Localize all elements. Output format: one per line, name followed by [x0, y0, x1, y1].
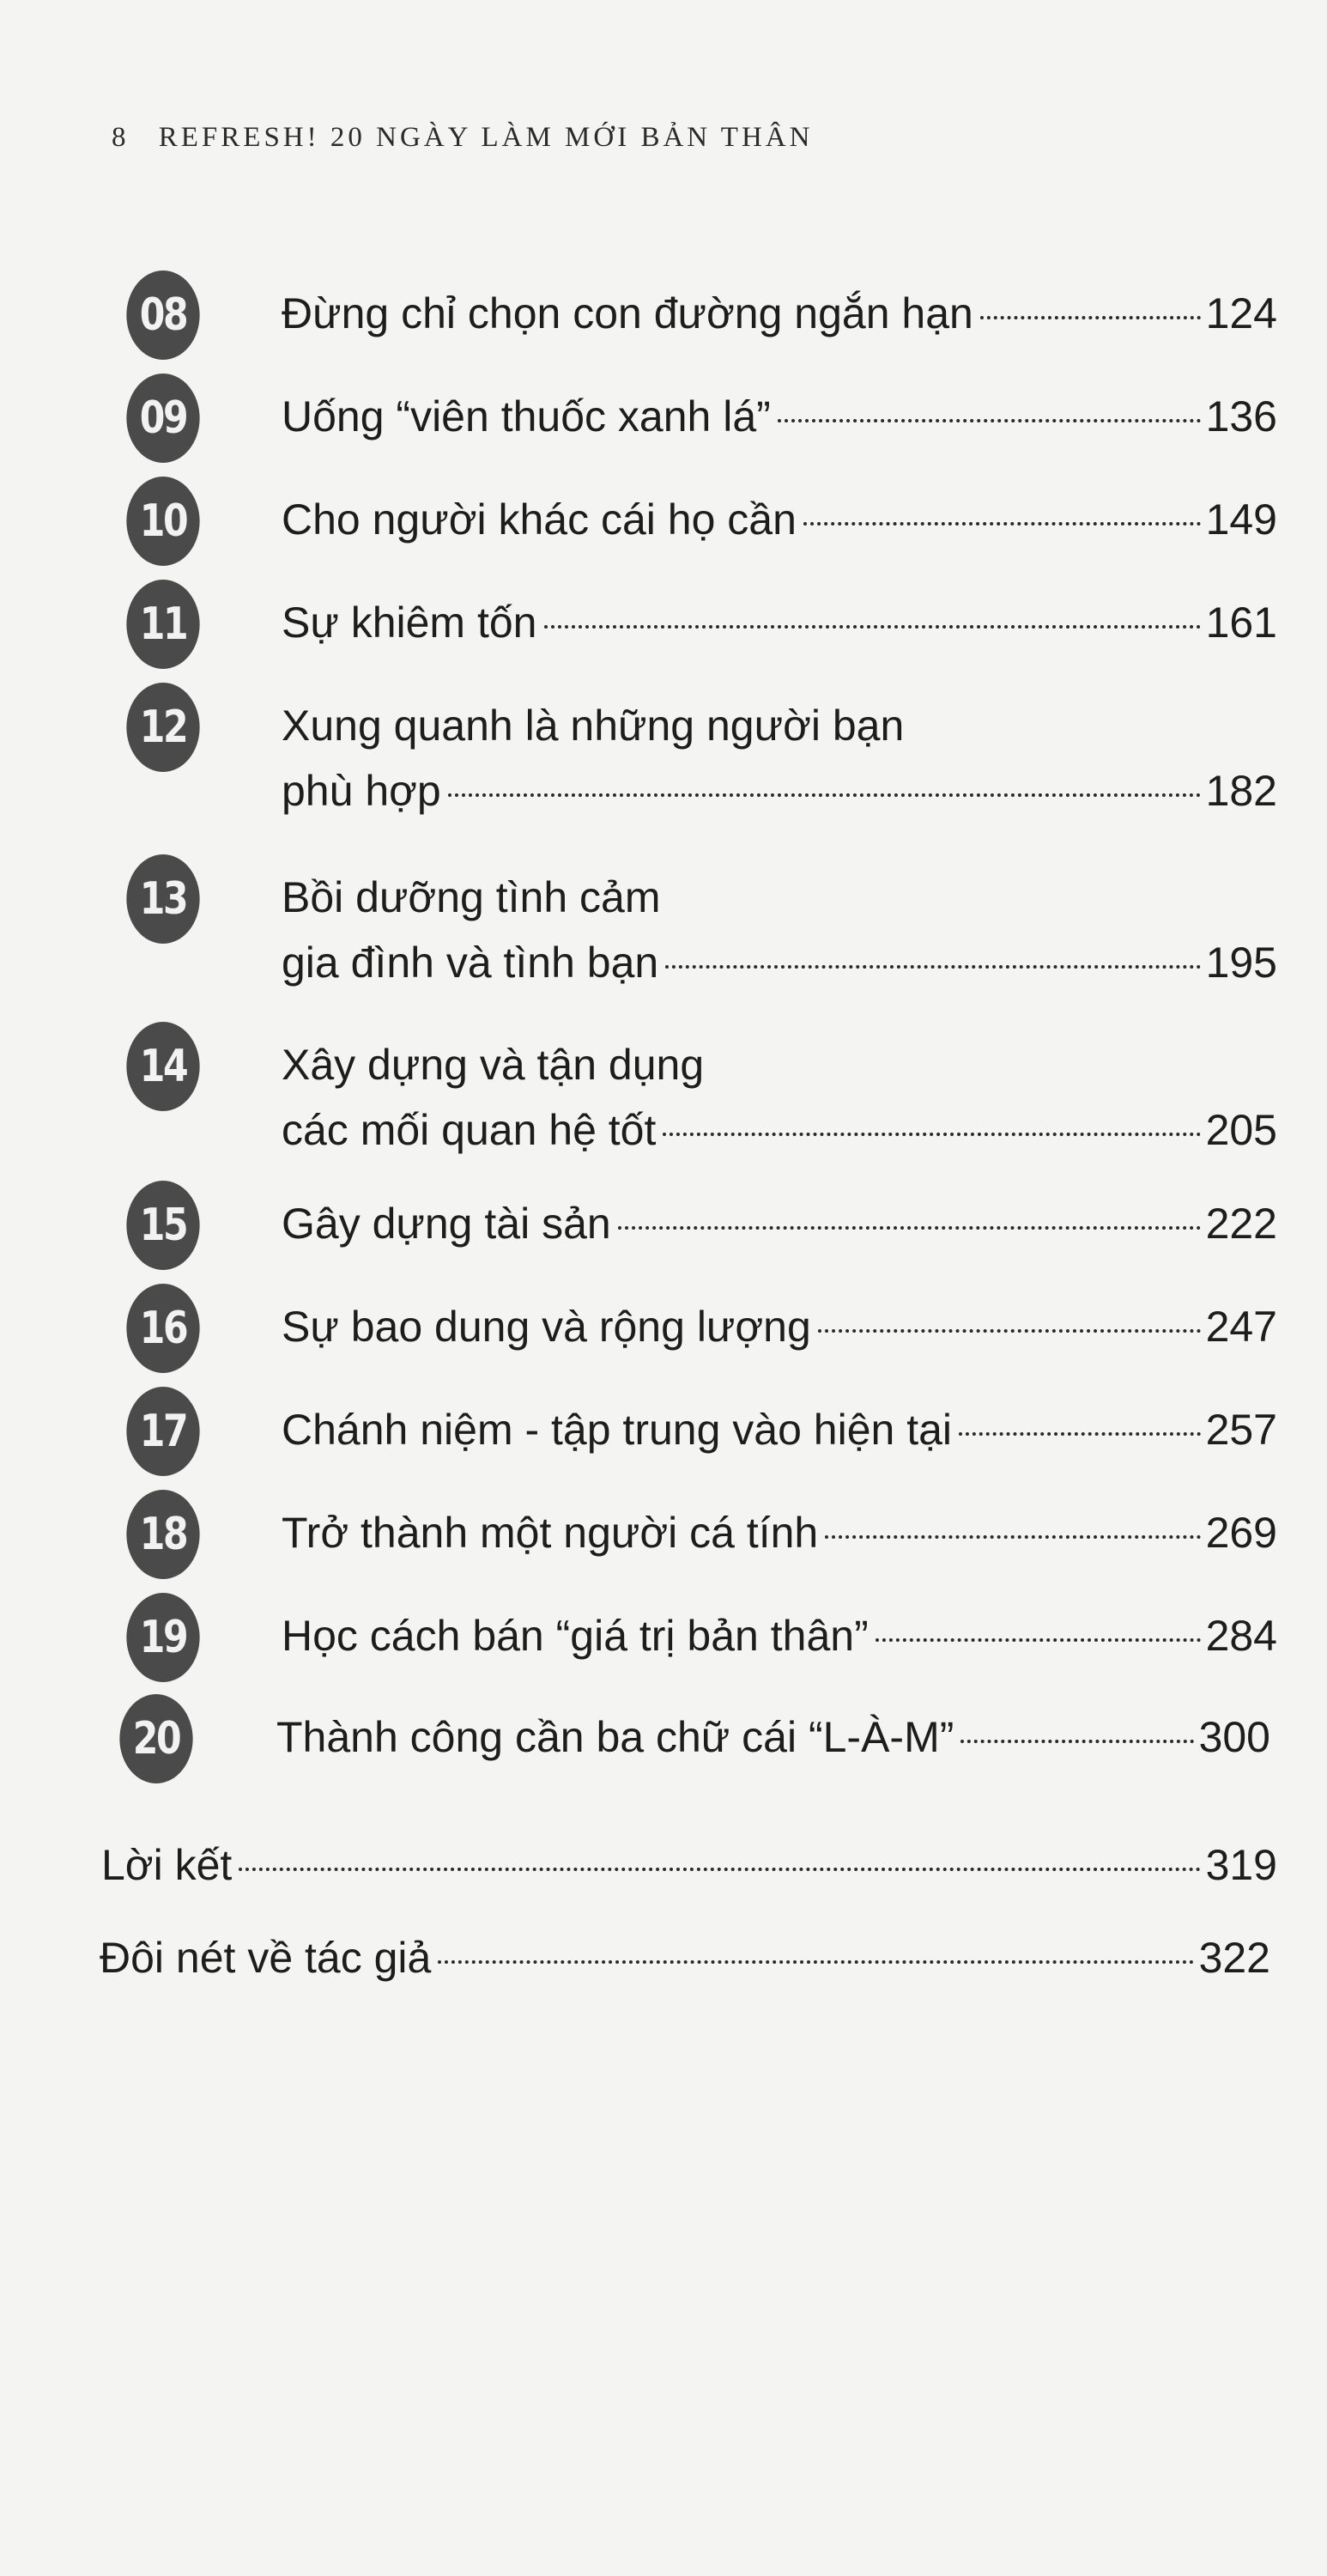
- entry-line: [282, 494, 1277, 545]
- chapter-number-badge: 12: [126, 683, 199, 772]
- page-number: 205: [1205, 1106, 1277, 1154]
- chapter-title: Sự khiêm tốn: [282, 598, 537, 647]
- dot-leader: [803, 522, 1201, 526]
- page-number: 195: [1205, 939, 1277, 987]
- entry-line: [276, 1711, 1270, 1763]
- chapter-title: Sự bao dung và rộng lượng: [282, 1303, 811, 1351]
- page-number: 222: [1205, 1200, 1277, 1248]
- entry-line: [282, 1610, 1277, 1662]
- chapter-title: Cho người khác cái họ cần: [282, 495, 797, 544]
- chapter-number-badge: 08: [126, 270, 199, 360]
- header-page-number: 8: [112, 122, 130, 153]
- dot-leader: [960, 1740, 1193, 1743]
- dot-leader: [959, 1432, 1201, 1436]
- page-number: 269: [1205, 1509, 1277, 1557]
- entry-line: [282, 288, 1277, 339]
- entry-line: [282, 937, 1277, 988]
- entry-line: [282, 597, 1277, 648]
- page-number: 319: [1205, 1841, 1277, 1889]
- dot-leader: [825, 1535, 1200, 1539]
- chapter-title: Chánh niệm - tập trung vào hiện tại: [282, 1406, 953, 1454]
- chapter-title: Trở thành một người cá tính: [282, 1509, 819, 1557]
- chapter-title: gia đình và tình bạn: [282, 939, 659, 987]
- chapter-title: Học cách bán “giá trị bản thân”: [282, 1612, 869, 1660]
- chapter-number-badge: 10: [126, 477, 199, 566]
- chapter-number-badge: 14: [126, 1022, 199, 1111]
- chapter-number-badge: 09: [126, 374, 199, 463]
- chapter-number-badge: 18: [126, 1490, 199, 1579]
- chapter-title-line-1: Bồi dưỡng tình cảm: [282, 873, 661, 921]
- dot-leader: [239, 1868, 1200, 1871]
- entry-line: [282, 391, 1277, 442]
- page-number: 149: [1205, 495, 1277, 544]
- entry-line: [282, 1404, 1277, 1455]
- dot-leader: [665, 965, 1200, 969]
- page-number: 322: [1198, 1934, 1270, 1982]
- page-number: 257: [1205, 1406, 1277, 1454]
- dot-leader: [663, 1133, 1200, 1136]
- dot-leader: [438, 1960, 1193, 1964]
- entry-line: [282, 765, 1277, 817]
- chapter-number-badge: 11: [126, 580, 199, 669]
- dot-leader: [818, 1329, 1201, 1333]
- page-number: 300: [1198, 1713, 1270, 1761]
- entry-line: [282, 1301, 1277, 1352]
- toc-entry-about-author[interactable]: [100, 1932, 1270, 1984]
- entry-title: Lời kết: [101, 1841, 233, 1889]
- page-number: 136: [1205, 392, 1277, 440]
- page-number: 161: [1205, 598, 1277, 647]
- chapter-number-badge: 19: [126, 1593, 199, 1682]
- dot-leader: [876, 1638, 1201, 1642]
- chapter-title: Gây dựng tài sản: [282, 1200, 611, 1248]
- dot-leader: [544, 625, 1201, 629]
- chapter-title-line-1: Xây dựng và tận dụng: [282, 1041, 705, 1089]
- page-number: 182: [1205, 767, 1277, 815]
- page-number: 284: [1205, 1612, 1277, 1660]
- header-book-title: REFRESH! 20 NGÀY LÀM MỚI BẢN THÂN: [158, 122, 814, 153]
- chapter-title: phù hợp: [282, 767, 441, 815]
- chapter-number-badge: 13: [126, 854, 199, 944]
- page-number: 247: [1205, 1303, 1277, 1351]
- dot-leader: [618, 1226, 1201, 1230]
- entry-line: [282, 1507, 1277, 1558]
- entry-line: [282, 1104, 1277, 1156]
- chapter-title: Uống “viên thuốc xanh lá”: [282, 392, 771, 440]
- entry-line: [282, 1198, 1277, 1249]
- chapter-number-badge: 20: [119, 1694, 192, 1783]
- chapter-title-line-1: Xung quanh là những người bạn: [282, 702, 905, 750]
- toc-entry-afterword[interactable]: [101, 1839, 1277, 1891]
- page-number: 124: [1205, 289, 1277, 337]
- dot-leader: [980, 316, 1201, 319]
- chapter-number-badge: 16: [126, 1284, 199, 1373]
- dot-leader: [448, 793, 1201, 797]
- chapter-title: các mối quan hệ tốt: [282, 1106, 657, 1154]
- entry-title: Đôi nét về tác giả: [100, 1934, 432, 1982]
- dot-leader: [778, 419, 1201, 422]
- chapter-title: Đừng chỉ chọn con đường ngắn hạn: [282, 289, 973, 337]
- chapter-number-badge: 15: [126, 1181, 199, 1270]
- chapter-title: Thành công cần ba chữ cái “L-À-M”: [276, 1713, 954, 1761]
- chapter-number-badge: 17: [126, 1387, 199, 1476]
